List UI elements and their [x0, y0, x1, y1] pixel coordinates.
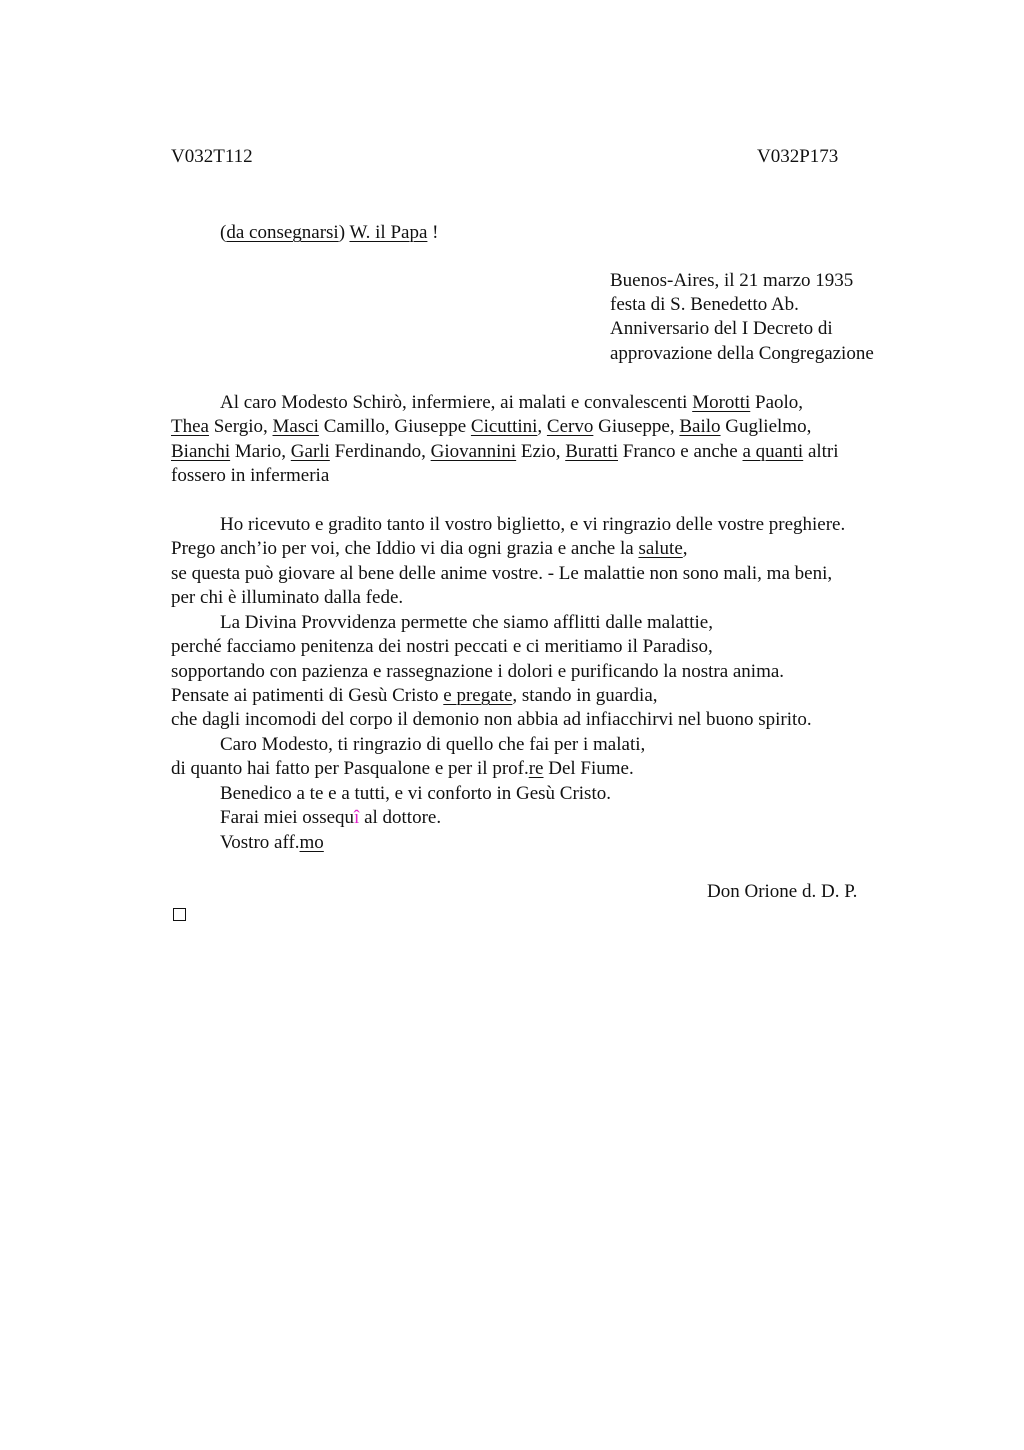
- address-line: Bianchi Mario, Garli Ferdinando, Giovannini Ezio, Buratti Franco e anche a quanti altri: [171, 441, 839, 462]
- header-left-code: V032T112: [171, 146, 253, 167]
- body-line: Benedico a te e a tutti, e vi conforto in Gesù Cristo.: [220, 783, 611, 804]
- dateline-line: Anniversario del I Decreto di: [610, 318, 833, 339]
- body-line: Farai miei ossequî al dottore.: [220, 807, 442, 828]
- body-line: sopportando con pazienza e rassegnazione i dolori e purificando la nostra anima.: [171, 661, 785, 682]
- body-line: Pensate ai patimenti di Gesù Cristo e pregate, stando in guardia,: [171, 685, 658, 706]
- closing-line: Vostro aff.mo: [220, 832, 324, 853]
- body-line: La Divina Provvidenza permette che siamo afflitti dalle malattie,: [220, 612, 713, 633]
- body-line: Prego anch’io per voi, che Iddio vi dia ogni grazia e anche la salute,: [171, 538, 688, 559]
- body-line: Caro Modesto, ti ringrazio di quello che fai per i malati,: [220, 734, 646, 755]
- body-line: perché facciamo penitenza dei nostri peccati e ci meritiamo il Paradiso,: [171, 636, 713, 657]
- body-line: se questa può giovare al bene delle anime vostre. - Le malattie non sono mali, ma beni,: [171, 563, 833, 584]
- dateline-line: Buenos-Aires, il 21 marzo 1935: [610, 270, 854, 291]
- address-line: Al caro Modesto Schirò, infermiere, ai malati e convalescenti Morotti Paolo,: [220, 392, 804, 413]
- deliver-note: da consegnarsi: [226, 222, 339, 243]
- body-line: di quanto hai fatto per Pasqualone e per il prof.re Del Fiume.: [171, 758, 634, 779]
- body-line: che dagli incomodi del corpo il demonio non abbia ad infiacchirvi nel buono spirito.: [171, 709, 812, 730]
- delivery-instruction: (da consegnarsi) W. il Papa !: [220, 222, 439, 243]
- box-symbol-icon: [173, 908, 186, 921]
- address-line: Thea Sergio, Masci Camillo, Giuseppe Cicuttini, Cervo Giuseppe, Bailo Guglielmo,: [171, 416, 812, 437]
- signature: Don Orione d. D. P.: [707, 881, 858, 902]
- body-line: per chi è illuminato dalla fede.: [171, 587, 404, 608]
- papa-note: W. il Papa: [349, 222, 428, 243]
- dateline-line: festa di S. Benedetto Ab.: [610, 294, 799, 315]
- body-line: Ho ricevuto e gradito tanto il vostro biglietto, e vi ringrazio delle vostre preghiere.: [220, 514, 846, 535]
- address-line: fossero in infermeria: [171, 465, 330, 486]
- dateline-line: approvazione della Congregazione: [610, 343, 874, 364]
- header-right-code: V032P173: [757, 146, 839, 167]
